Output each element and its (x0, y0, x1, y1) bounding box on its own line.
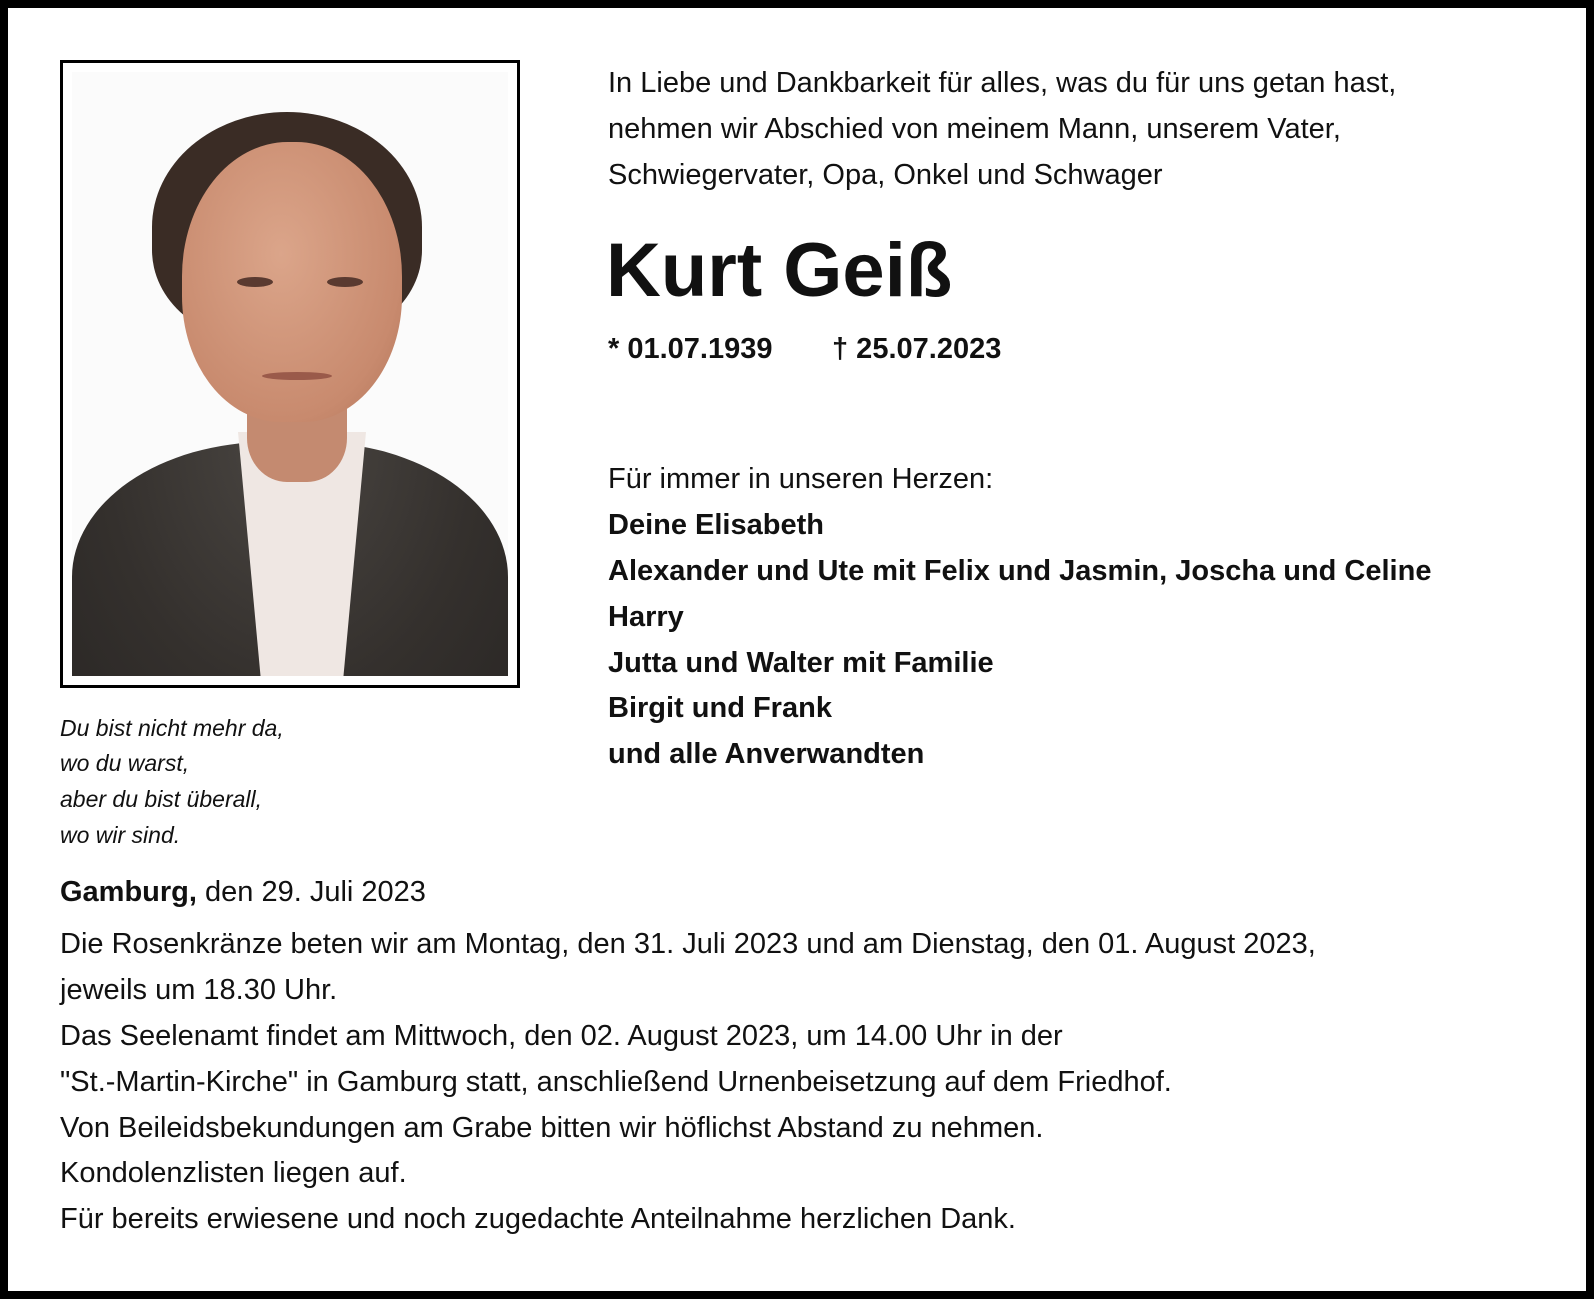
poem-line: Du bist nicht mehr da, (60, 715, 284, 741)
notice-line: "St.-Martin-Kirche" in Gamburg statt, anschließend Urnenbeisetzung auf dem Friedhof. (60, 1066, 1172, 1098)
mourner-line: Alexander und Ute mit Felix und Jasmin, Joscha und Celine (608, 555, 1432, 587)
portrait-photo (72, 72, 508, 676)
notice-line: Kondolenzlisten liegen auf. (60, 1157, 407, 1189)
intro-line: Schwiegervater, Opa, Onkel und Schwager (608, 159, 1163, 191)
death-date: † 25.07.2023 (832, 333, 1002, 365)
date: den 29. Juli 2023 (196, 876, 426, 908)
birth-date: * 01.07.1939 (608, 333, 773, 365)
poem-line: wo wir sind. (60, 822, 181, 848)
mourner-line: Jutta und Walter mit Familie (608, 647, 994, 679)
notice-line: Das Seelenamt findet am Mittwoch, den 02. August 2023, um 14.00 Uhr in der (60, 1020, 1063, 1052)
mourner-line: und alle Anverwandten (608, 738, 925, 770)
notice-line: jeweils um 18.30 Uhr. (60, 974, 338, 1006)
deceased-name: Kurt Geiß (606, 228, 953, 313)
poem-line: aber du bist überall, (60, 786, 263, 812)
notice-line: Von Beileidsbekundungen am Grabe bitten wir höflichst Abstand zu nehmen. (60, 1112, 1044, 1144)
mourners-heading: Für immer in unseren Herzen: (608, 463, 994, 495)
mourner-line: Harry (608, 601, 684, 633)
notice-line: Für bereits erwiesene und noch zugedachte Anteilnahme herzlichen Dank. (60, 1203, 1016, 1235)
portrait-frame (60, 60, 520, 688)
mourner-line: Deine Elisabeth (608, 509, 824, 541)
place: Gamburg, (60, 876, 197, 908)
place-date (60, 875, 426, 909)
intro-line: nehmen wir Abschied von meinem Mann, unserem Vater, (608, 113, 1341, 145)
poem-line: wo du warst, (60, 750, 190, 776)
notice-line: Die Rosenkränze beten wir am Montag, den 31. Juli 2023 und am Dienstag, den 01. August 2023, (60, 928, 1316, 960)
mourner-line: Birgit und Frank (608, 692, 832, 724)
intro-line: In Liebe und Dankbarkeit für alles, was du für uns getan hast, (608, 67, 1397, 99)
